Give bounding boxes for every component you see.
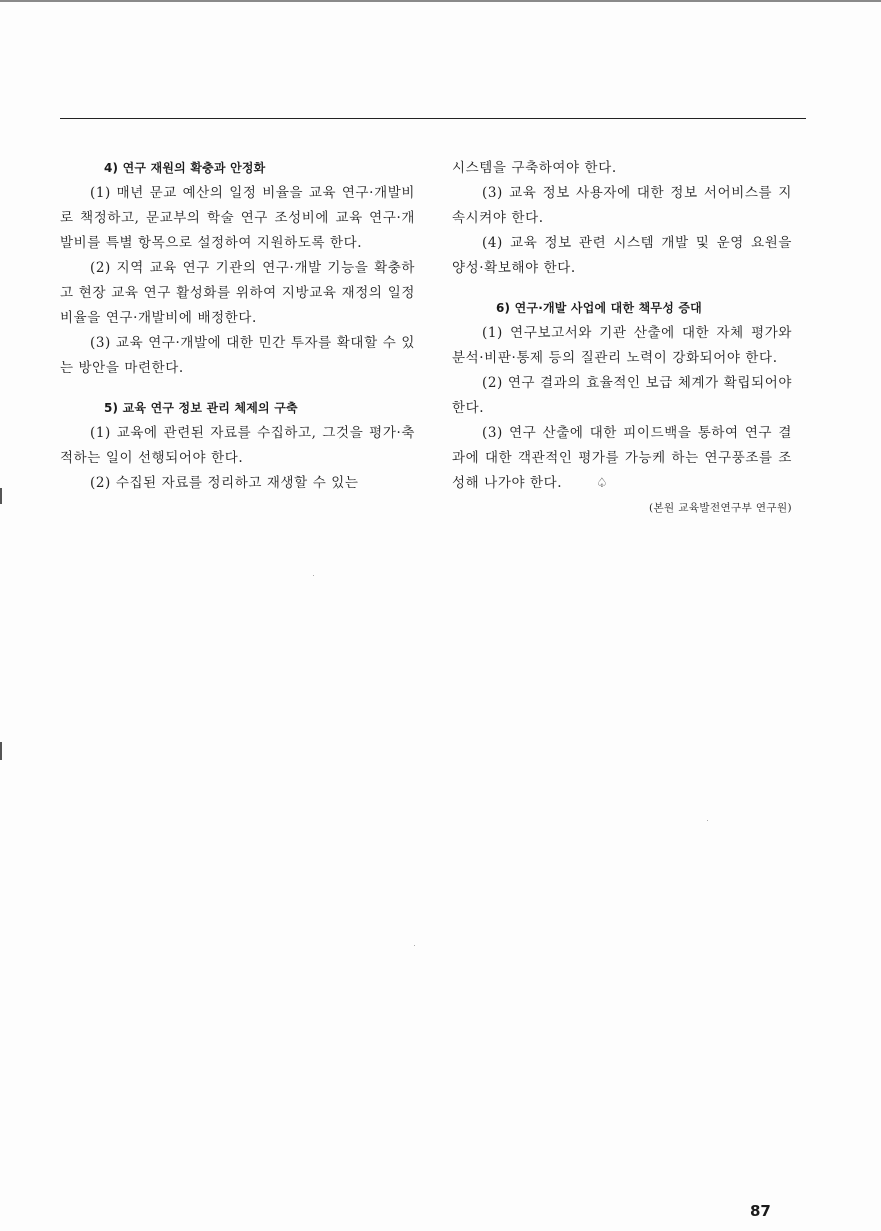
scan-speck [707, 820, 708, 821]
paragraph-5-1: (1) 교육에 관련된 자료를 수집하고, 그것을 평가·축적하는 일이 선행되어야 한다. [60, 425, 415, 466]
paragraph-5-2: (2) 수집된 자료를 정리하고 재생할 수 있는 [90, 475, 359, 491]
paragraph-4-1: (1) 매년 문교 예산의 일정 비율을 교육 연구·개발비로 책정하고, 문교부의 학술 연구 조성비에 교육 연구·개발비를 특별 항목으로 설정하여 지원하도록 한다. [60, 185, 415, 251]
section-heading-4: 4) 연구 재원의 확충과 안정화 [104, 161, 266, 175]
page-number: 87 [750, 1202, 771, 1220]
paragraph-5-4: (4) 교육 정보 관련 시스템 개발 및 운영 요원을 양성·확보해야 한다. [452, 235, 792, 276]
paragraph-4-3: (3) 교육 연구·개발에 대한 민간 투자를 확대할 수 있는 방안을 마련한다. [60, 335, 415, 376]
paragraph-6-1: (1) 연구보고서와 기관 산출에 대한 자체 평가와 분석·비판·통제 등의 질관리 노력이 강화되어야 한다. [452, 325, 792, 366]
paragraph-4-2: (2) 지역 교육 연구 기관의 연구·개발 기능을 확충하고 현장 교육 연구 활성화를 위하여 지방교육 재정의 일정 비율을 연구·개발비에 배정한다. [60, 260, 415, 326]
scan-artifact-mark [0, 742, 2, 760]
section-heading-6: 6) 연구·개발 사업에 대한 책무성 증대 [496, 301, 702, 315]
right-column [452, 156, 792, 519]
header-rule [60, 118, 806, 119]
paragraph-6-2: (2) 연구 결과의 효율적인 보급 체계가 확립되어야 한다. [452, 375, 792, 416]
section-heading-5: 5) 교육 연구 정보 관리 체제의 구축 [104, 401, 298, 415]
scan-speck [313, 575, 314, 576]
paragraph-6-3-text: (3) 연구 산출에 대한 피이드백을 통하여 연구 결과에 대한 객관적인 평가를 가능케 하는 연구풍조를 조성해 나가야 한다. [452, 425, 792, 491]
scan-top-edge [0, 0, 881, 2]
paragraph-5-3: (3) 교육 정보 사용자에 대한 정보 서어비스를 지속시켜야 한다. [452, 185, 792, 226]
paragraph-6-3 [452, 421, 792, 496]
paragraph-5-2-continuation: 시스템을 구축하여야 한다. [452, 160, 617, 176]
left-column [60, 156, 415, 496]
scan-artifact-mark [0, 488, 2, 504]
author-affiliation: (본원 교육발전연구부 연구원) [649, 502, 792, 514]
spade-end-icon: ♤ [596, 476, 609, 491]
scan-speck [414, 945, 415, 946]
